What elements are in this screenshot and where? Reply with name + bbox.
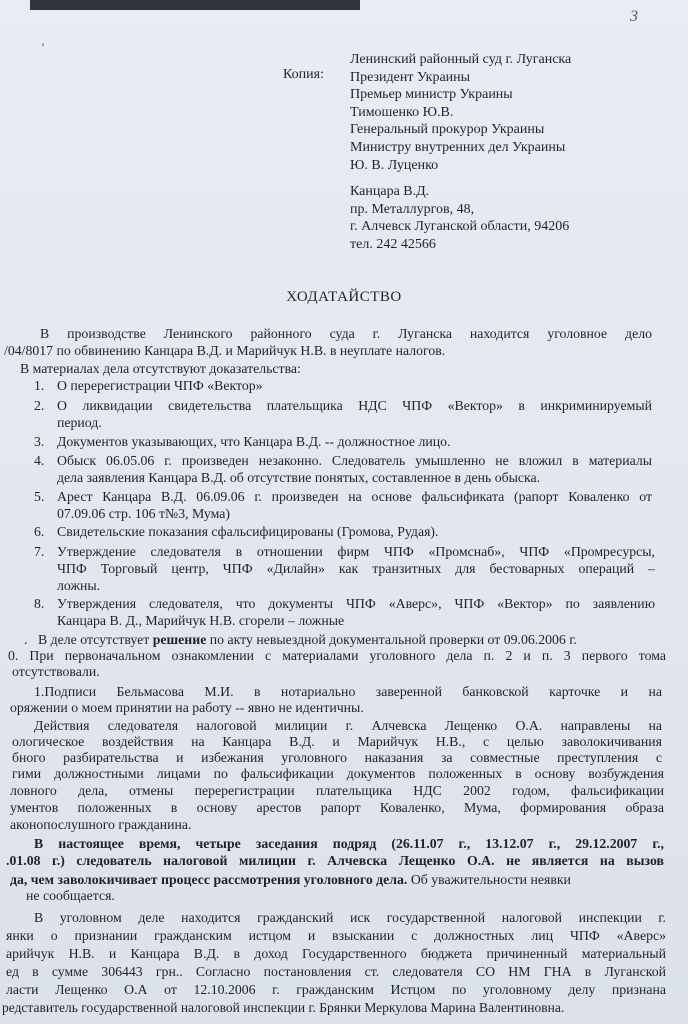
- item-line: Утверждение следователя в отношении фирм ЧПФ «Промснаб», ЧПФ «Промресурсы,: [57, 544, 655, 559]
- item-line: Канцара В. Д., Марийчук Н.В. сгорели – ложные: [57, 613, 345, 628]
- para-line: аконопослушного гражданина.: [10, 817, 192, 832]
- para-line: редставитель государственной налоговой инспекции г. Брянки Меркулова Марина Валентиновна.: [2, 1000, 565, 1015]
- item-line: Обыск 06.05.06 г. произведен незаконно. Следователь умышленно не вложил в материалы: [57, 453, 652, 468]
- para-line: бного разбирательства и избежания уголовного наказания за совместные преступления с: [12, 750, 662, 765]
- para-line: ументов положенных в основу арестов рапорт Коваленко, Мума, формирования образа: [10, 800, 664, 815]
- item-number: .: [24, 632, 28, 647]
- item-number: 4.: [34, 453, 45, 468]
- intro-line: В производстве Ленинского районного суда г. Луганска находится уголовное дело: [40, 326, 652, 341]
- item-line: В деле отсутствует решение по акту невыездной документальной проверки от 09.06.2006 г.: [38, 632, 577, 647]
- para-line: ед в сумме 306443 грн.. Согласно постановления ст. следователя СО НМ ГНА в Луганской: [6, 964, 666, 979]
- copy-label: Копия:: [283, 67, 324, 82]
- recipients-block: [350, 51, 571, 174]
- item-line: 07.09.06 стр. 106 т№3, Мума): [57, 506, 230, 521]
- sender-line: пр. Металлургов, 48,: [350, 201, 475, 217]
- item-line: дела заявления Канцара В.Д. об отсутствие понятых, составленное в день обыска.: [57, 470, 541, 485]
- para-line: гими должностными лицами по фальсификации документов положенных в основу возбуждения: [12, 766, 664, 781]
- item-line: Свидетельские показания сфальсифицированы (Громова, Рудая).: [57, 524, 439, 539]
- item-line: ЧПФ Торговый центр, ЧПФ «Дилайн» как транзитных для бестоварных операций –: [57, 561, 655, 576]
- recipient-line: Ю. В. Луценко: [350, 157, 439, 173]
- para-line: ласти Лещенко О.А от 12.10.2006 г. гражданским Истцом по уголовному делу признана: [6, 982, 666, 997]
- recipient-line: Генеральный прокурор Украины: [350, 122, 545, 138]
- sender-line: тел. 242 42566: [350, 236, 436, 252]
- para-line: В настоящее время, четыре заседания подряд (26.11.07 г., 13.12.07 г., 29.12.2007 г.,: [34, 836, 664, 851]
- document-title: ХОДАТАЙСТВО: [286, 289, 402, 305]
- item-number: 7.: [34, 544, 45, 559]
- page-number: 3: [630, 8, 638, 25]
- para-line: .01.08 г.) следователь налоговой милиции г. Алчевска Лещенко О.А. не является на вызов: [6, 853, 664, 868]
- recipient-line: Министру внутренних дел Украины: [350, 139, 566, 155]
- scan-edge: [30, 0, 360, 10]
- recipient-line: Президент Украины: [350, 69, 471, 85]
- corner-mark: ': [42, 40, 45, 54]
- item-line: 0. При первоначальном ознакомлении с материалами уголовного дела п. 2 и п. 3 первого тома: [8, 648, 666, 663]
- para-line: ловного дела, отмены перерегистрации плательщика НДС 2002 годом, фальсификации: [10, 783, 664, 798]
- para-line: да, чем заволокичивает процесс рассмотрения уголовного дела. Об уважительности неявки: [10, 872, 571, 887]
- sender-line: Канцара В.Д.: [350, 184, 430, 199]
- item-line: оряжении о моем принятии на работу -- явно не идентичны.: [10, 700, 364, 715]
- para-line: В уголовном деле находится гражданский иск государственной налоговой инспекции г.: [34, 910, 666, 925]
- item-line: О ликвидации свидетельства плательщика НДС ЧПФ «Вектор» в инкриминируемый: [57, 398, 652, 413]
- recipient-line: Ленинский районный суд г. Луганска: [350, 52, 572, 67]
- sender-block: [350, 183, 569, 253]
- sender-line: г. Алчевск Луганской области, 94206: [350, 219, 570, 235]
- item-line: О перерегистрации ЧПФ «Вектор»: [57, 378, 263, 393]
- para-line: не сообщается.: [26, 888, 115, 903]
- item-line: Арест Канцара В.Д. 06.09.06 г. произведен на основе фальсификата (рапорт Коваленко от: [57, 489, 652, 504]
- item-number: 1.: [34, 378, 45, 393]
- item-line: ложны.: [57, 578, 101, 593]
- item-line: период.: [57, 415, 102, 430]
- item-line: Утверждения следователя, что документы ЧПФ «Аверс», ЧПФ «Вектор» по заявлению: [57, 596, 655, 611]
- intro-line: В материалах дела отсутствуют доказательства:: [20, 361, 301, 376]
- item-line: отсутствовали.: [12, 664, 100, 679]
- recipient-line: Премьер министр Украины: [350, 87, 513, 103]
- para-line: ологическое воздействия на Канцара В.Д. и Марийчук Н.В., с целью заволокичивания: [12, 734, 662, 749]
- intro-line: /04/8017 по обвинению Канцара В.Д. и Марийчук Н.В. в неуплате налогов.: [4, 343, 446, 358]
- item-number: 8.: [34, 596, 45, 611]
- item-number: 2.: [34, 398, 45, 413]
- recipient-line: Тимошенко Ю.В.: [350, 104, 454, 120]
- para-line: янки о признании гражданским истцом и взыскании с должностных лиц ЧПФ «Аверс»: [6, 928, 666, 943]
- item-number: 6.: [34, 524, 45, 539]
- para-line: арийчук Н.В. и Канцара В.Д. в доход Государственного бюджета причиненный материальный: [6, 946, 666, 961]
- item-line: Документов указывающих, что Канцара В.Д. -- должностное лицо.: [57, 434, 451, 449]
- item-line: 1.Подписи Бельмасова М.И. в нотариально заверенной банковской карточке и на: [34, 684, 662, 699]
- para-line: Действия следователя налоговой милиции г. Алчевска Лещенко О.А. направлены на: [34, 718, 662, 733]
- item-number: 3.: [34, 434, 45, 449]
- item-number: 5.: [34, 489, 45, 504]
